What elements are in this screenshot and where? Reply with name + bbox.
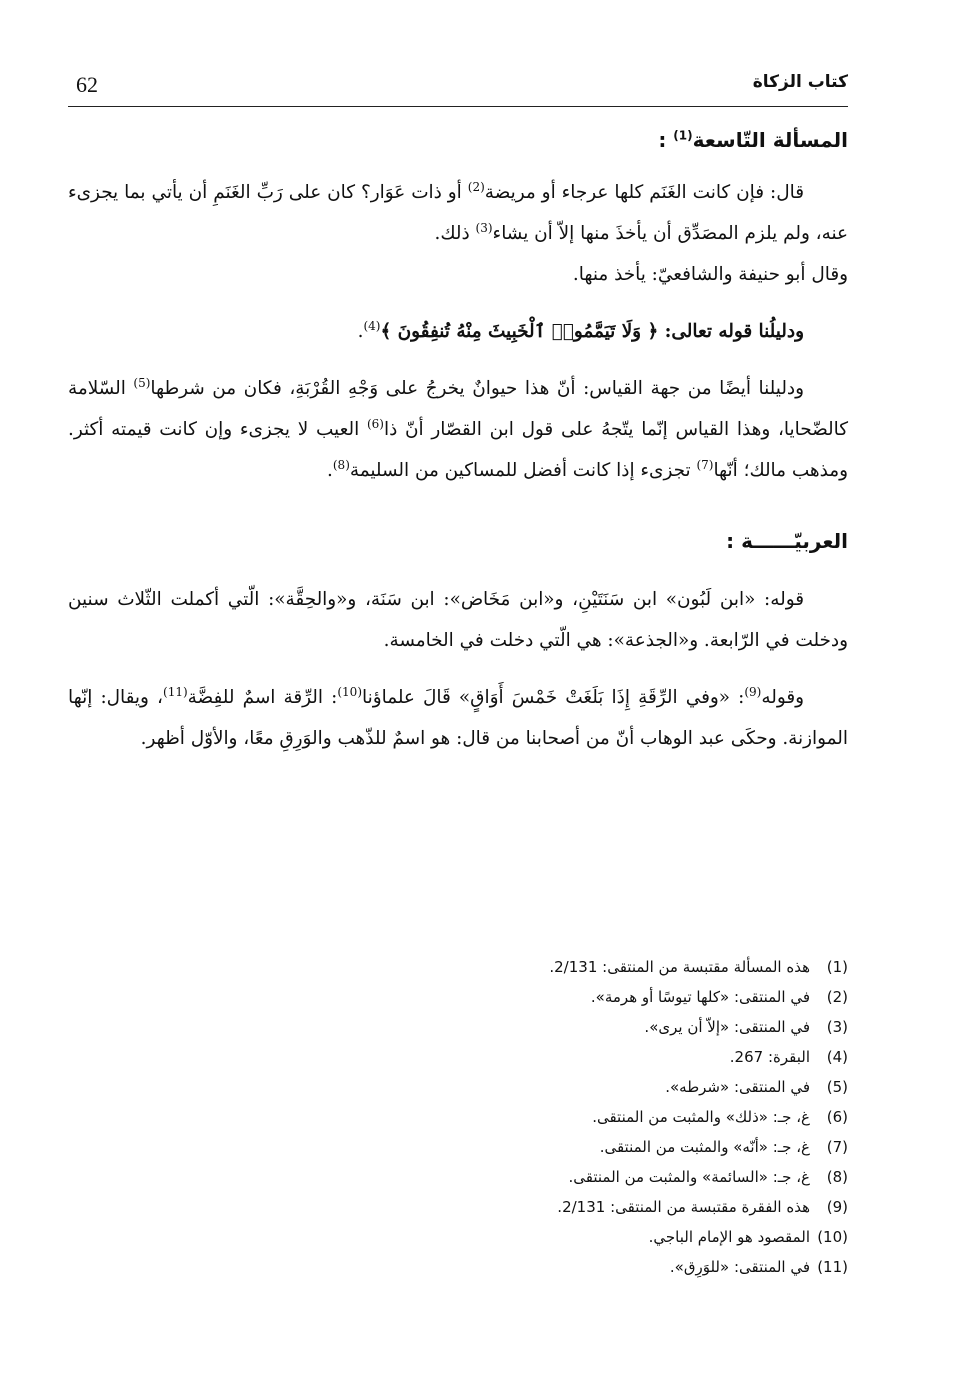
footnote-ref: (7) bbox=[696, 457, 714, 472]
section-heading-arabic-language bbox=[68, 519, 848, 563]
main-text bbox=[68, 118, 848, 759]
paragraph-riqa-silver bbox=[68, 677, 848, 759]
heading-colon: : bbox=[726, 529, 742, 553]
footnote-ref: (6) bbox=[366, 416, 384, 431]
footnote-text: هذه المسألة مقتبسة من المنتقى: 2/131. bbox=[549, 958, 810, 976]
paragraph-text: . bbox=[327, 460, 333, 481]
footnote-item bbox=[200, 1222, 848, 1252]
footnote-text: غ، جـ: «أنّه» والمثبت من المنتقى. bbox=[599, 1138, 810, 1156]
paragraph-quran-evidence bbox=[68, 311, 848, 352]
footnote-number: (4) bbox=[826, 1048, 848, 1066]
page-header bbox=[68, 66, 848, 107]
footnote-number: (3) bbox=[826, 1018, 848, 1036]
footnote-number: (2) bbox=[826, 988, 848, 1006]
paragraph-text: العيب لا يجزىء وإن كانت قيمته أكثر. ومذهب مالك؛ أنّها bbox=[68, 419, 848, 481]
footnote-ref: (11) bbox=[163, 684, 188, 699]
footnote-ref: (9) bbox=[744, 684, 762, 699]
footnotes bbox=[200, 952, 848, 1282]
footnote-item bbox=[200, 1192, 848, 1222]
footnote-number: (1) bbox=[826, 958, 848, 976]
footnote-item bbox=[200, 982, 848, 1012]
heading-text: العربيّــــــة bbox=[741, 529, 848, 553]
footnote-ref: (8) bbox=[332, 457, 350, 472]
footnote-text: في المنتقى: «شرطه». bbox=[665, 1078, 810, 1096]
footnote-number: (10) bbox=[817, 1228, 848, 1246]
footnote-ref: (5) bbox=[133, 375, 151, 390]
heading-colon: : bbox=[658, 128, 674, 152]
footnote-item bbox=[200, 1102, 848, 1132]
footnote-ref: (3) bbox=[475, 220, 493, 235]
footnote-text: غ، جـ: «السائمة» والمثبت من المنتقى. bbox=[568, 1168, 810, 1186]
footnote-item bbox=[200, 1072, 848, 1102]
paragraph-text: : «وفي الرِّقَةِ إِذَا بَلَغَتْ خَمْسَ أَوَاقٍ» قَالَ علماؤنا bbox=[362, 687, 745, 708]
footnote-item bbox=[200, 1042, 848, 1072]
paragraph-text: . bbox=[357, 321, 364, 342]
heading-text: المسألة التّاسعة bbox=[692, 128, 848, 152]
paragraph-text: : الرِّقة اسمٌ للفِضَّة bbox=[187, 687, 338, 708]
paragraph-text: ودليلنا أيضًا من جهة القياس: أنّ هذا حيوانٌ يخرجُ على وَجْهِ القُرْبَةِ، فكان من شرطها bbox=[150, 378, 804, 399]
footnote-ref: (2) bbox=[467, 179, 485, 194]
paragraph-text: ذلك. bbox=[434, 223, 476, 244]
footnote-text: في المنتقى: «كلها تيوسًا أو هرمة». bbox=[590, 988, 810, 1006]
paragraph-analogy-evidence bbox=[68, 368, 848, 491]
quran-verse: ودليلُنا قوله تعالى: ﴿ وَلَا تَيَمَّمُوا۟ ٱلْخَبِيثَ مِنْهُ تُنفِقُونَ ﴾ bbox=[380, 321, 804, 342]
footnote-number: (6) bbox=[826, 1108, 848, 1126]
footnote-text: هذه الفقرة مقتبسة من المنتقى: 2/131. bbox=[557, 1198, 810, 1216]
paragraph-text: قال: فإن كانت الغَنَم كلها عرجاء أو مريضة bbox=[484, 182, 804, 203]
footnote-text: البقرة: 267. bbox=[729, 1048, 810, 1066]
footnote-item bbox=[200, 952, 848, 982]
footnote-number: (5) bbox=[826, 1078, 848, 1096]
paragraph-abu-hanifa: وقال أبو حنيفة والشافعيّ: يأخذ منها. bbox=[572, 264, 848, 285]
footnote-text: غ، جـ: «ذلك» والمثبت من المنتقى. bbox=[592, 1108, 810, 1126]
footnote-ref: (10) bbox=[337, 684, 362, 699]
footnote-text: المقصود هو الإمام الباجي. bbox=[648, 1228, 810, 1246]
footnote-ref: (1) bbox=[673, 128, 693, 143]
paragraph-text: وقوله bbox=[761, 687, 804, 708]
footnote-item bbox=[200, 1252, 848, 1282]
footnote-number: (8) bbox=[826, 1168, 848, 1186]
running-title: كتاب الزكاة bbox=[752, 72, 848, 92]
paragraph-camel-ages: قوله: «ابن لَبُون» ابن سَنَتَيْنِ، و«ابن مَخَاض»: ابن سَنَة، و«والحِقَّة»: الّتي أكملت الثّلاث سنين ودخلت في الرّابعة. و«الجذعة»: هي الّتي دخلت في الخامسة. bbox=[68, 589, 848, 651]
paragraph-sick-sheep bbox=[68, 172, 848, 254]
footnote-item bbox=[200, 1132, 848, 1162]
footnote-item bbox=[200, 1012, 848, 1042]
footnote-number: (9) bbox=[826, 1198, 848, 1216]
footnote-ref: (4) bbox=[363, 318, 381, 333]
footnote-item bbox=[200, 1162, 848, 1192]
footnote-text: في المنتقى: «إلاّ أن يرى». bbox=[644, 1018, 810, 1036]
footnote-text: في المنتقى: «للوَرِق». bbox=[669, 1258, 810, 1276]
paragraph-text: أو ذات عَوَار؟ كان على رَبِّ الغَنَمِ أن يأتي بما يجزىء عنه، ولم يلزم المصَدِّق أن يأخذَ منها إلاّ أن يشاء bbox=[68, 182, 848, 244]
footnote-number: (11) bbox=[817, 1258, 848, 1276]
section-heading-ninth-issue bbox=[68, 118, 848, 162]
paragraph-text: ، ويقال: إنّها الموازنة. وحكَى عبد الوهاب أنّ من أصحابنا من قال: هو اسمٌ للذّهب والوَرِقِ معًا، والأوّل أظهر. bbox=[68, 687, 848, 749]
paragraph-text: تجزىء إذا كانت أفضل للمساكين من السليمة bbox=[349, 460, 697, 481]
paragraph-text: السّلامة كالضّحايا، وهذا القياس إنّما يتّجهُ على قول ابن القصّار أنّ ذا bbox=[68, 378, 848, 440]
footnote-number: (7) bbox=[826, 1138, 848, 1156]
page-number: 62 bbox=[76, 72, 98, 97]
